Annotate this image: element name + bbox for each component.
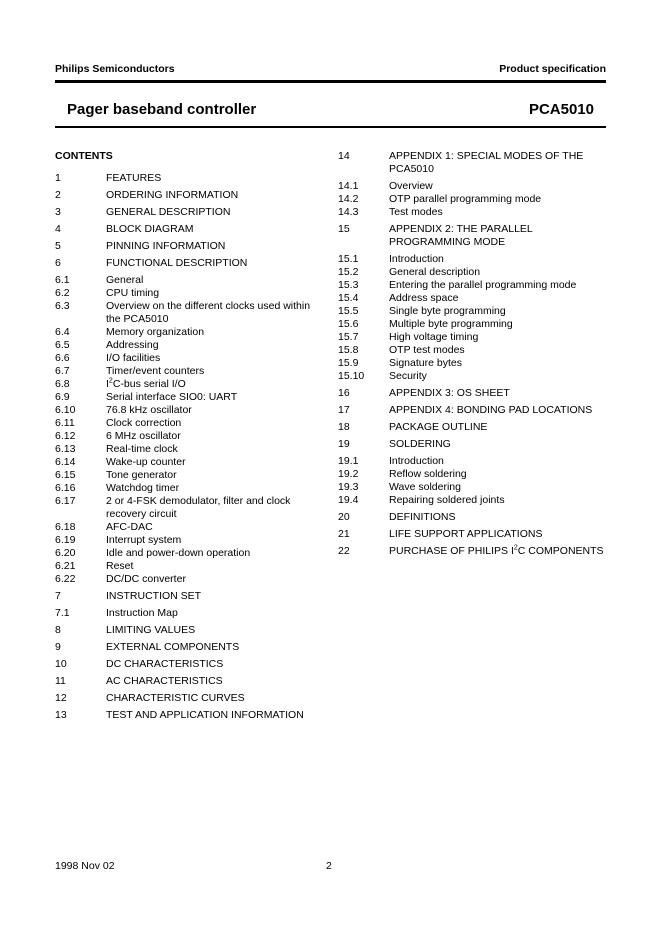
toc-entry-number: 9 bbox=[55, 641, 61, 653]
toc-entry bbox=[55, 641, 325, 654]
toc-entry-title: Entering the parallel programming mode bbox=[389, 279, 577, 291]
toc-entry-title: Addressing bbox=[106, 339, 159, 351]
toc-entry-title-rest: C COMPONENTS bbox=[517, 545, 604, 557]
toc-entry-number: 19.2 bbox=[338, 468, 359, 480]
toc-entry-title: Wake-up counter bbox=[106, 456, 186, 468]
toc-entry-title: General description bbox=[389, 266, 481, 278]
toc-entry-number: 20 bbox=[338, 511, 350, 523]
toc-entry-number: 15 bbox=[338, 223, 350, 235]
toc-entry bbox=[338, 468, 608, 481]
toc-entry-number: 8 bbox=[55, 624, 61, 636]
toc-entry bbox=[338, 344, 608, 357]
toc-entry-title: FUNCTIONAL DESCRIPTION bbox=[106, 257, 248, 269]
toc-entry bbox=[338, 223, 608, 249]
toc-entry-title: APPENDIX 3: OS SHEET bbox=[389, 387, 510, 399]
toc-entry-number: 6.1 bbox=[55, 274, 70, 286]
toc-entry-title: ORDERING INFORMATION bbox=[106, 189, 239, 201]
toc-entry bbox=[55, 495, 325, 521]
toc-entry bbox=[55, 257, 325, 270]
toc-entry bbox=[55, 573, 325, 586]
toc-entry-number: 15.1 bbox=[338, 253, 359, 265]
toc-entry bbox=[338, 331, 608, 344]
toc-entry-number: 14 bbox=[338, 150, 350, 162]
toc-entry-title: Serial interface SIO0: UART bbox=[106, 391, 238, 403]
toc-entry-title: Interrupt system bbox=[106, 534, 182, 546]
toc-entry-title: AFC-DAC bbox=[106, 521, 153, 533]
footer-page-number: 2 bbox=[326, 860, 332, 872]
toc-entry-number: 14.2 bbox=[338, 193, 359, 205]
toc-entry-number: 6.5 bbox=[55, 339, 70, 351]
toc-entry-title: EXTERNAL COMPONENTS bbox=[106, 641, 240, 653]
toc-entry-number: 15.5 bbox=[338, 305, 359, 317]
header-rule-top bbox=[55, 80, 606, 83]
toc-entry-title bbox=[389, 545, 608, 558]
toc-entry-number: 19.4 bbox=[338, 494, 359, 506]
toc-entry-number: 6.11 bbox=[55, 417, 75, 429]
toc-entry bbox=[338, 455, 608, 468]
toc-entry-title: 6 MHz oscillator bbox=[106, 430, 181, 442]
toc-entry bbox=[55, 709, 325, 722]
toc-entry-number: 6.20 bbox=[55, 547, 76, 559]
toc-entry bbox=[55, 692, 325, 705]
toc-entry-number: 17 bbox=[338, 404, 350, 416]
toc-entry bbox=[55, 624, 325, 637]
toc-entry bbox=[55, 482, 325, 495]
toc-entry-title: 76.8 kHz oscillator bbox=[106, 404, 192, 416]
toc-entry bbox=[55, 339, 325, 352]
toc-entry-number: 15.4 bbox=[338, 292, 359, 304]
toc-entry bbox=[338, 305, 608, 318]
toc-entry-title: Reflow soldering bbox=[389, 468, 467, 480]
toc-entry-title: Watchdog timer bbox=[106, 482, 180, 494]
toc-entry bbox=[338, 318, 608, 331]
toc-entry-title: CHARACTERISTIC CURVES bbox=[106, 692, 245, 704]
toc-entry-title: Introduction bbox=[389, 455, 444, 467]
toc-entry bbox=[55, 658, 325, 671]
toc-entry bbox=[338, 438, 608, 451]
toc-entry-title: OTP test modes bbox=[389, 344, 465, 356]
toc-entry-title: OTP parallel programming mode bbox=[389, 193, 542, 205]
toc-entry bbox=[55, 240, 325, 253]
toc-entry-number: 21 bbox=[338, 528, 350, 540]
toc-entry bbox=[55, 534, 325, 547]
toc-entry bbox=[55, 547, 325, 560]
toc-entry-number: 6 bbox=[55, 257, 61, 269]
toc-entry bbox=[55, 521, 325, 534]
toc-entry-title: PINNING INFORMATION bbox=[106, 240, 226, 252]
toc-entry-number: 6.8 bbox=[55, 378, 70, 390]
toc-entry-number: 6.4 bbox=[55, 326, 70, 338]
toc-entry-title: Overview bbox=[389, 180, 433, 192]
toc-entry bbox=[55, 443, 325, 456]
toc-right-column bbox=[338, 150, 608, 558]
header-rule-bottom bbox=[55, 126, 606, 128]
toc-entry-number: 10 bbox=[55, 658, 67, 670]
toc-entry bbox=[55, 206, 325, 219]
toc-entry bbox=[55, 417, 325, 430]
toc-entry-number: 15.8 bbox=[338, 344, 359, 356]
toc-entry-title: General bbox=[106, 274, 144, 286]
toc-entry-title: INSTRUCTION SET bbox=[106, 590, 202, 602]
toc-entry-number: 6.18 bbox=[55, 521, 76, 533]
toc-entry-number: 16 bbox=[338, 387, 350, 399]
footer-date: 1998 Nov 02 bbox=[55, 860, 115, 872]
part-number: PCA5010 bbox=[528, 101, 594, 118]
toc-entry-title: DC CHARACTERISTICS bbox=[106, 658, 224, 670]
toc-entry bbox=[55, 378, 325, 391]
toc-entry-superscript: 2 bbox=[108, 377, 113, 385]
toc-entry-number: 6.12 bbox=[55, 430, 76, 442]
header-company: Philips Semiconductors bbox=[55, 63, 175, 75]
toc-entry-title: FEATURES bbox=[106, 172, 162, 184]
toc-entry-number: 3 bbox=[55, 206, 61, 218]
toc-entry-number: 6.21 bbox=[55, 560, 76, 572]
toc-entry-number: 6.10 bbox=[55, 404, 76, 416]
toc-entry-number: 6.9 bbox=[55, 391, 70, 403]
toc-entry bbox=[338, 545, 608, 558]
toc-entry-number: 6.16 bbox=[55, 482, 76, 494]
toc-entry bbox=[338, 481, 608, 494]
toc-entry bbox=[55, 675, 325, 688]
toc-entry-title bbox=[106, 378, 325, 391]
toc-entry-title: LIMITING VALUES bbox=[106, 624, 196, 636]
toc-left-column bbox=[55, 172, 325, 722]
toc-entry bbox=[338, 370, 608, 383]
toc-entry-title: Signature bytes bbox=[389, 357, 462, 369]
toc-entry bbox=[338, 511, 608, 524]
toc-entry-title: Clock correction bbox=[106, 417, 182, 429]
toc-entry-number: 5 bbox=[55, 240, 61, 252]
header-doc-type: Product specification bbox=[499, 63, 606, 75]
toc-entry bbox=[55, 300, 325, 326]
toc-entry-title: Wave soldering bbox=[389, 481, 461, 493]
toc-entry-title: AC CHARACTERISTICS bbox=[106, 675, 223, 687]
toc-entry-number: 15.10 bbox=[338, 370, 365, 382]
toc-entry-number: 7.1 bbox=[55, 607, 70, 619]
toc-entry-title: Address space bbox=[389, 292, 459, 304]
toc-entry-title: Test modes bbox=[389, 206, 443, 218]
toc-entry-title: Idle and power-down operation bbox=[106, 547, 251, 559]
toc-entry-number: 6.13 bbox=[55, 443, 76, 455]
toc-entry-number: 15.9 bbox=[338, 357, 359, 369]
toc-entry-number: 19 bbox=[338, 438, 350, 450]
toc-entry bbox=[55, 326, 325, 339]
toc-entry-number: 6.22 bbox=[55, 573, 76, 585]
toc-entry-number: 6.19 bbox=[55, 534, 76, 546]
toc-entry-number: 15.3 bbox=[338, 279, 359, 291]
toc-entry-title: Instruction Map bbox=[106, 607, 178, 619]
toc-entry bbox=[55, 189, 325, 202]
toc-entry-number: 15.6 bbox=[338, 318, 359, 330]
toc-entry-number: 14.3 bbox=[338, 206, 359, 218]
toc-entry bbox=[55, 404, 325, 417]
toc-entry bbox=[338, 494, 608, 507]
toc-entry bbox=[55, 469, 325, 482]
toc-entry-title: APPENDIX 4: BONDING PAD LOCATIONS bbox=[389, 404, 593, 416]
toc-entry-title: APPENDIX 2: THE PARALLEL PROGRAMMING MODE bbox=[389, 223, 533, 248]
toc-entry-title: Security bbox=[389, 370, 427, 382]
toc-entry-number: 15.7 bbox=[338, 331, 359, 343]
toc-entry-superscript: 2 bbox=[513, 544, 518, 552]
toc-entry-title: TEST AND APPLICATION INFORMATION bbox=[106, 709, 304, 721]
toc-entry-title: Memory organization bbox=[106, 326, 205, 338]
toc-entry bbox=[55, 172, 325, 185]
toc-entry-title: Tone generator bbox=[106, 469, 177, 481]
contents-heading: CONTENTS bbox=[55, 150, 113, 162]
toc-entry-number: 4 bbox=[55, 223, 61, 235]
toc-entry-number: 19.3 bbox=[338, 481, 359, 493]
toc-entry bbox=[55, 274, 325, 287]
toc-entry-title: BLOCK DIAGRAM bbox=[106, 223, 194, 235]
toc-entry-title-prefix: PURCHASE OF PHILIPS I bbox=[389, 545, 514, 557]
toc-entry bbox=[55, 456, 325, 469]
toc-entry bbox=[55, 352, 325, 365]
toc-entry bbox=[338, 404, 608, 417]
toc-entry-number: 2 bbox=[55, 189, 61, 201]
toc-entry-number: 1 bbox=[55, 172, 61, 184]
toc-entry-title: Introduction bbox=[389, 253, 444, 265]
toc-entry bbox=[338, 279, 608, 292]
toc-entry-number: 18 bbox=[338, 421, 350, 433]
toc-entry-title: 2 or 4-FSK demodulator, filter and clock recovery circuit bbox=[106, 495, 291, 520]
toc-entry-title-rest: C-bus serial I/O bbox=[112, 378, 186, 390]
toc-entry-number: 6.17 bbox=[55, 495, 76, 507]
toc-entry-number: 11 bbox=[55, 675, 66, 687]
toc-entry-number: 13 bbox=[55, 709, 67, 721]
toc-entry bbox=[55, 560, 325, 573]
toc-entry bbox=[338, 357, 608, 370]
toc-entry bbox=[338, 528, 608, 541]
toc-entry bbox=[338, 421, 608, 434]
product-title: Pager baseband controller bbox=[67, 101, 257, 118]
toc-entry bbox=[55, 430, 325, 443]
toc-entry-title: GENERAL DESCRIPTION bbox=[106, 206, 231, 218]
toc-entry-number: 15.2 bbox=[338, 266, 359, 278]
toc-entry bbox=[338, 206, 608, 219]
toc-entry-title: Repairing soldered joints bbox=[389, 494, 505, 506]
toc-entry-title: Single byte programming bbox=[389, 305, 506, 317]
toc-entry bbox=[338, 387, 608, 400]
toc-entry bbox=[338, 292, 608, 305]
toc-entry-title: I/O facilities bbox=[106, 352, 161, 364]
toc-entry-number: 6.7 bbox=[55, 365, 70, 377]
toc-entry-number: 12 bbox=[55, 692, 67, 704]
toc-entry bbox=[338, 253, 608, 266]
toc-entry-title-prefix: I bbox=[106, 378, 109, 390]
toc-entry bbox=[55, 287, 325, 300]
toc-entry-title: High voltage timing bbox=[389, 331, 479, 343]
toc-entry-number: 6.15 bbox=[55, 469, 76, 481]
toc-entry bbox=[338, 150, 608, 176]
toc-entry-number: 6.14 bbox=[55, 456, 76, 468]
toc-entry-number: 7 bbox=[55, 590, 61, 602]
toc-entry-number: 19.1 bbox=[338, 455, 359, 467]
toc-entry-title: SOLDERING bbox=[389, 438, 451, 450]
toc-entry bbox=[338, 180, 608, 193]
toc-entry-number: 6.3 bbox=[55, 300, 70, 312]
toc-entry bbox=[55, 590, 325, 603]
toc-entry bbox=[55, 365, 325, 378]
toc-entry-title: CPU timing bbox=[106, 287, 160, 299]
toc-entry-title: Real-time clock bbox=[106, 443, 178, 455]
toc-entry-title: Reset bbox=[106, 560, 134, 572]
toc-entry bbox=[55, 607, 325, 620]
toc-entry-title: PACKAGE OUTLINE bbox=[389, 421, 488, 433]
toc-entry bbox=[338, 266, 608, 279]
toc-entry-number: 6.2 bbox=[55, 287, 70, 299]
toc-entry bbox=[338, 193, 608, 206]
toc-entry-number: 14.1 bbox=[338, 180, 359, 192]
toc-entry-title: DC/DC converter bbox=[106, 573, 186, 585]
toc-entry-title: DEFINITIONS bbox=[389, 511, 456, 523]
toc-entry-number: 6.6 bbox=[55, 352, 70, 364]
toc-entry-title: Overview on the different clocks used within the PCA5010 bbox=[106, 300, 311, 325]
toc-entry-title: APPENDIX 1: SPECIAL MODES OF THE PCA5010 bbox=[389, 150, 584, 175]
toc-entry-title: Timer/event counters bbox=[106, 365, 205, 377]
toc-entry-title: Multiple byte programming bbox=[389, 318, 513, 330]
toc-entry bbox=[55, 223, 325, 236]
toc-entry bbox=[55, 391, 325, 404]
toc-entry-title: LIFE SUPPORT APPLICATIONS bbox=[389, 528, 543, 540]
toc-entry-number: 22 bbox=[338, 545, 350, 557]
